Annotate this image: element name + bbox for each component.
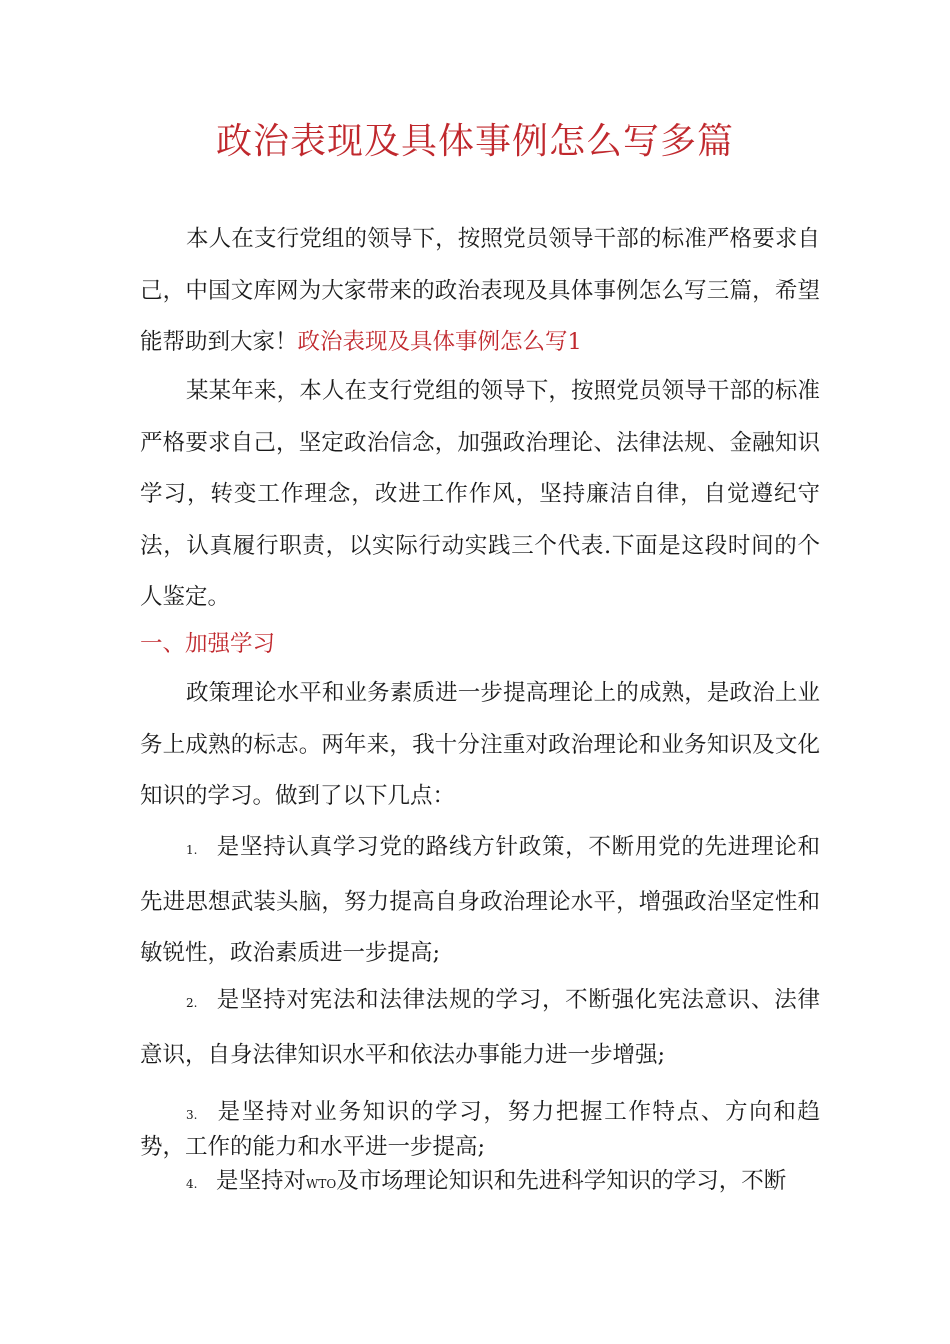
list-text: 是坚持对宪法和法律法规的学习，不断强化宪法意识、法律意识，自身法律知识水平和依法办事能力进一步增强; bbox=[140, 987, 820, 1068]
list-item-1 bbox=[140, 822, 820, 980]
list-number: 4. bbox=[186, 1177, 198, 1191]
intro-paragraph bbox=[140, 214, 820, 369]
list-text: 是坚持认真学习党的路线方针政策，不断用党的先进理论和先进思想武装头脑，努力提高自身政治理论水平，增强政治坚定性和敏锐性，政治素质进一步提高; bbox=[140, 834, 820, 966]
list-text: 是坚持对 bbox=[216, 1168, 307, 1194]
list-item-4 bbox=[140, 1156, 820, 1211]
list-text: 是坚持对业务知识的学习，努力把握工作特点、方向和趋势，工作的能力和水平进一步提高; bbox=[140, 1099, 820, 1160]
list-number: 3. bbox=[186, 1108, 198, 1122]
list-item-2 bbox=[140, 975, 820, 1081]
list-latin: WTO bbox=[306, 1177, 337, 1191]
list-text: 及市场理论知识和先进科学知识的学习，不断 bbox=[336, 1168, 787, 1194]
paragraph-2: 政策理论水平和业务素质进一步提高理论上的成熟，是政治上业务上成熟的标志。两年来，我十分注重对政治理论和业务知识及文化知识的学习。做到了以下几点： bbox=[140, 680, 820, 809]
intro-link[interactable]: 政治表现及具体事例怎么写1 bbox=[297, 329, 582, 355]
list-number: 1. bbox=[186, 843, 198, 857]
document-title: 政治表现及具体事例怎么写多篇 bbox=[215, 121, 734, 162]
list-number: 2. bbox=[186, 996, 198, 1010]
list-item-3 bbox=[140, 1096, 820, 1163]
section-heading: 一、加强学习 bbox=[140, 631, 276, 657]
paragraph-1: 某某年来，本人在支行党组的领导下，按照党员领导干部的标准严格要求自己，坚定政治信念，加强政治理论、法律法规、金融知识学习，转变工作理念，改进工作作风，坚持廉洁自律，自觉遵纪守法，认真履行职责，以实际行动实践三个代表.下面是这段时间的个人鉴定。 bbox=[140, 378, 820, 610]
intro-text: 本人在支行党组的领导下，按照党员领导干部的标准严格要求自己，中国文库网为大家带来的政治表现及具体事例怎么写三篇，希望能帮助到大家！ bbox=[140, 226, 820, 355]
